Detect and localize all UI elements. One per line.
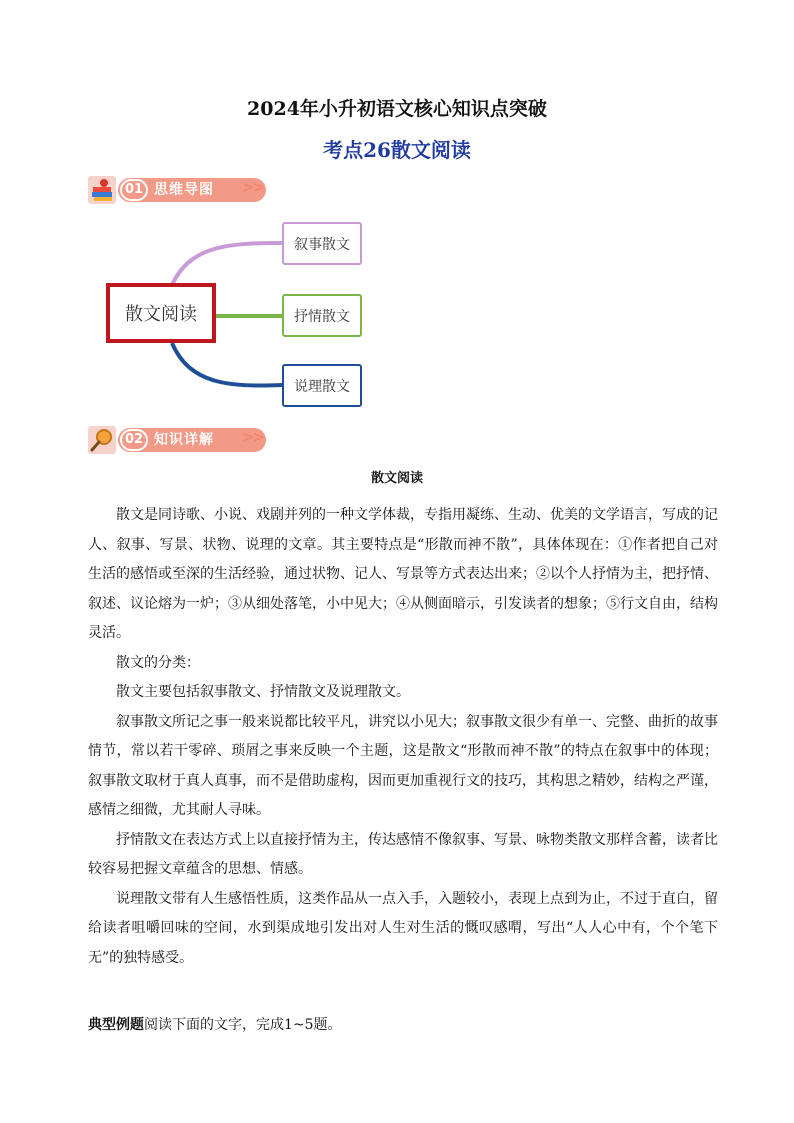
paragraph-definition: 散文是同诗歌、小说、戏剧并列的一种文学体裁，专指用凝练、生动、优美的文学语言，写成的记人、叙事、写景、状物、说理的文章。其主要特点是“形散而神不散”，具体体现在：①作者把自己对生活的感悟或至深的生活经验，通过状物、记人、写景等方式表达出来；②以个人抒情为主，把抒情、叙述、议论熔为一炉；③从细处落笔，小中见大；④从侧面暗示，引发读者的想象；⑤行文自由，结构灵活。 (88, 507, 718, 641)
mind-map-node-narrative: 叙事散文 (282, 222, 362, 265)
document-title: 2024年小升初语文核心知识点突破 (247, 98, 547, 120)
paragraph-lyric: 抒情散文在表达方式上以直接抒情为主，传达感情不像叙事、写景、咏物类散文那样含蓄，读者比较容易把握文章蕴含的思想、情感。 (88, 831, 718, 877)
example-text: 阅读下面的文字，完成1~5题。 (144, 1017, 342, 1033)
magnifier-icon (88, 426, 116, 454)
document-subtitle: 考点26散文阅读 (323, 138, 471, 162)
section-number: 01 (120, 179, 148, 201)
example-line (88, 1014, 342, 1034)
section-banner-mindmap (88, 175, 288, 205)
chevrons-icon: >> (242, 428, 264, 446)
paragraph-classification: 散文主要包括叙事散文、抒情散文及说理散文。 (116, 684, 410, 700)
section-banner-knowledge (88, 425, 288, 455)
paragraph-classification-label: 散文的分类： (116, 654, 200, 671)
connector-reasoning (172, 343, 282, 386)
paragraph-narrative: 叙事散文所记之事一般来说都比较平凡，讲究以小见大；叙事散文很少有单一、完整、曲折的故事情节，常以若干零碎、琐屑之事来反映一个主题，这是散文“形散而神不散”的特点在叙事中的体现；叙事散文取材于真人真事，而不是借助虚构，因而更加重视行文的技巧，其构思之精妙，结构之严谨，感情之细微，尤其耐人寻味。 (88, 713, 718, 818)
chevrons-icon: >> (242, 178, 264, 196)
books-icon (88, 176, 116, 204)
mind-map-node-reasoning: 说理散文 (282, 364, 362, 407)
section-number: 02 (120, 429, 148, 451)
mind-map-root: 散文阅读 (106, 283, 216, 343)
section-label: 知识详解 (154, 432, 214, 448)
connector-narrative (172, 243, 282, 285)
body-text (88, 501, 718, 973)
paragraph-reasoning: 说理散文带有人生感悟性质，这类作品从一点入手，入题较小，表现上点到为止，不过于直白，留给读者咀嚼回味的空间，水到渠成地引发出对人生对生活的慨叹感喟，写出“人人心中有，个个笔下无”的独特感受。 (88, 890, 718, 966)
mind-map-node-lyric: 抒情散文 (282, 294, 362, 337)
section-label: 思维导图 (154, 182, 214, 198)
example-label: 典型例题 (88, 1017, 144, 1033)
content-heading: 散文阅读 (370, 471, 423, 486)
mind-map (100, 215, 380, 415)
